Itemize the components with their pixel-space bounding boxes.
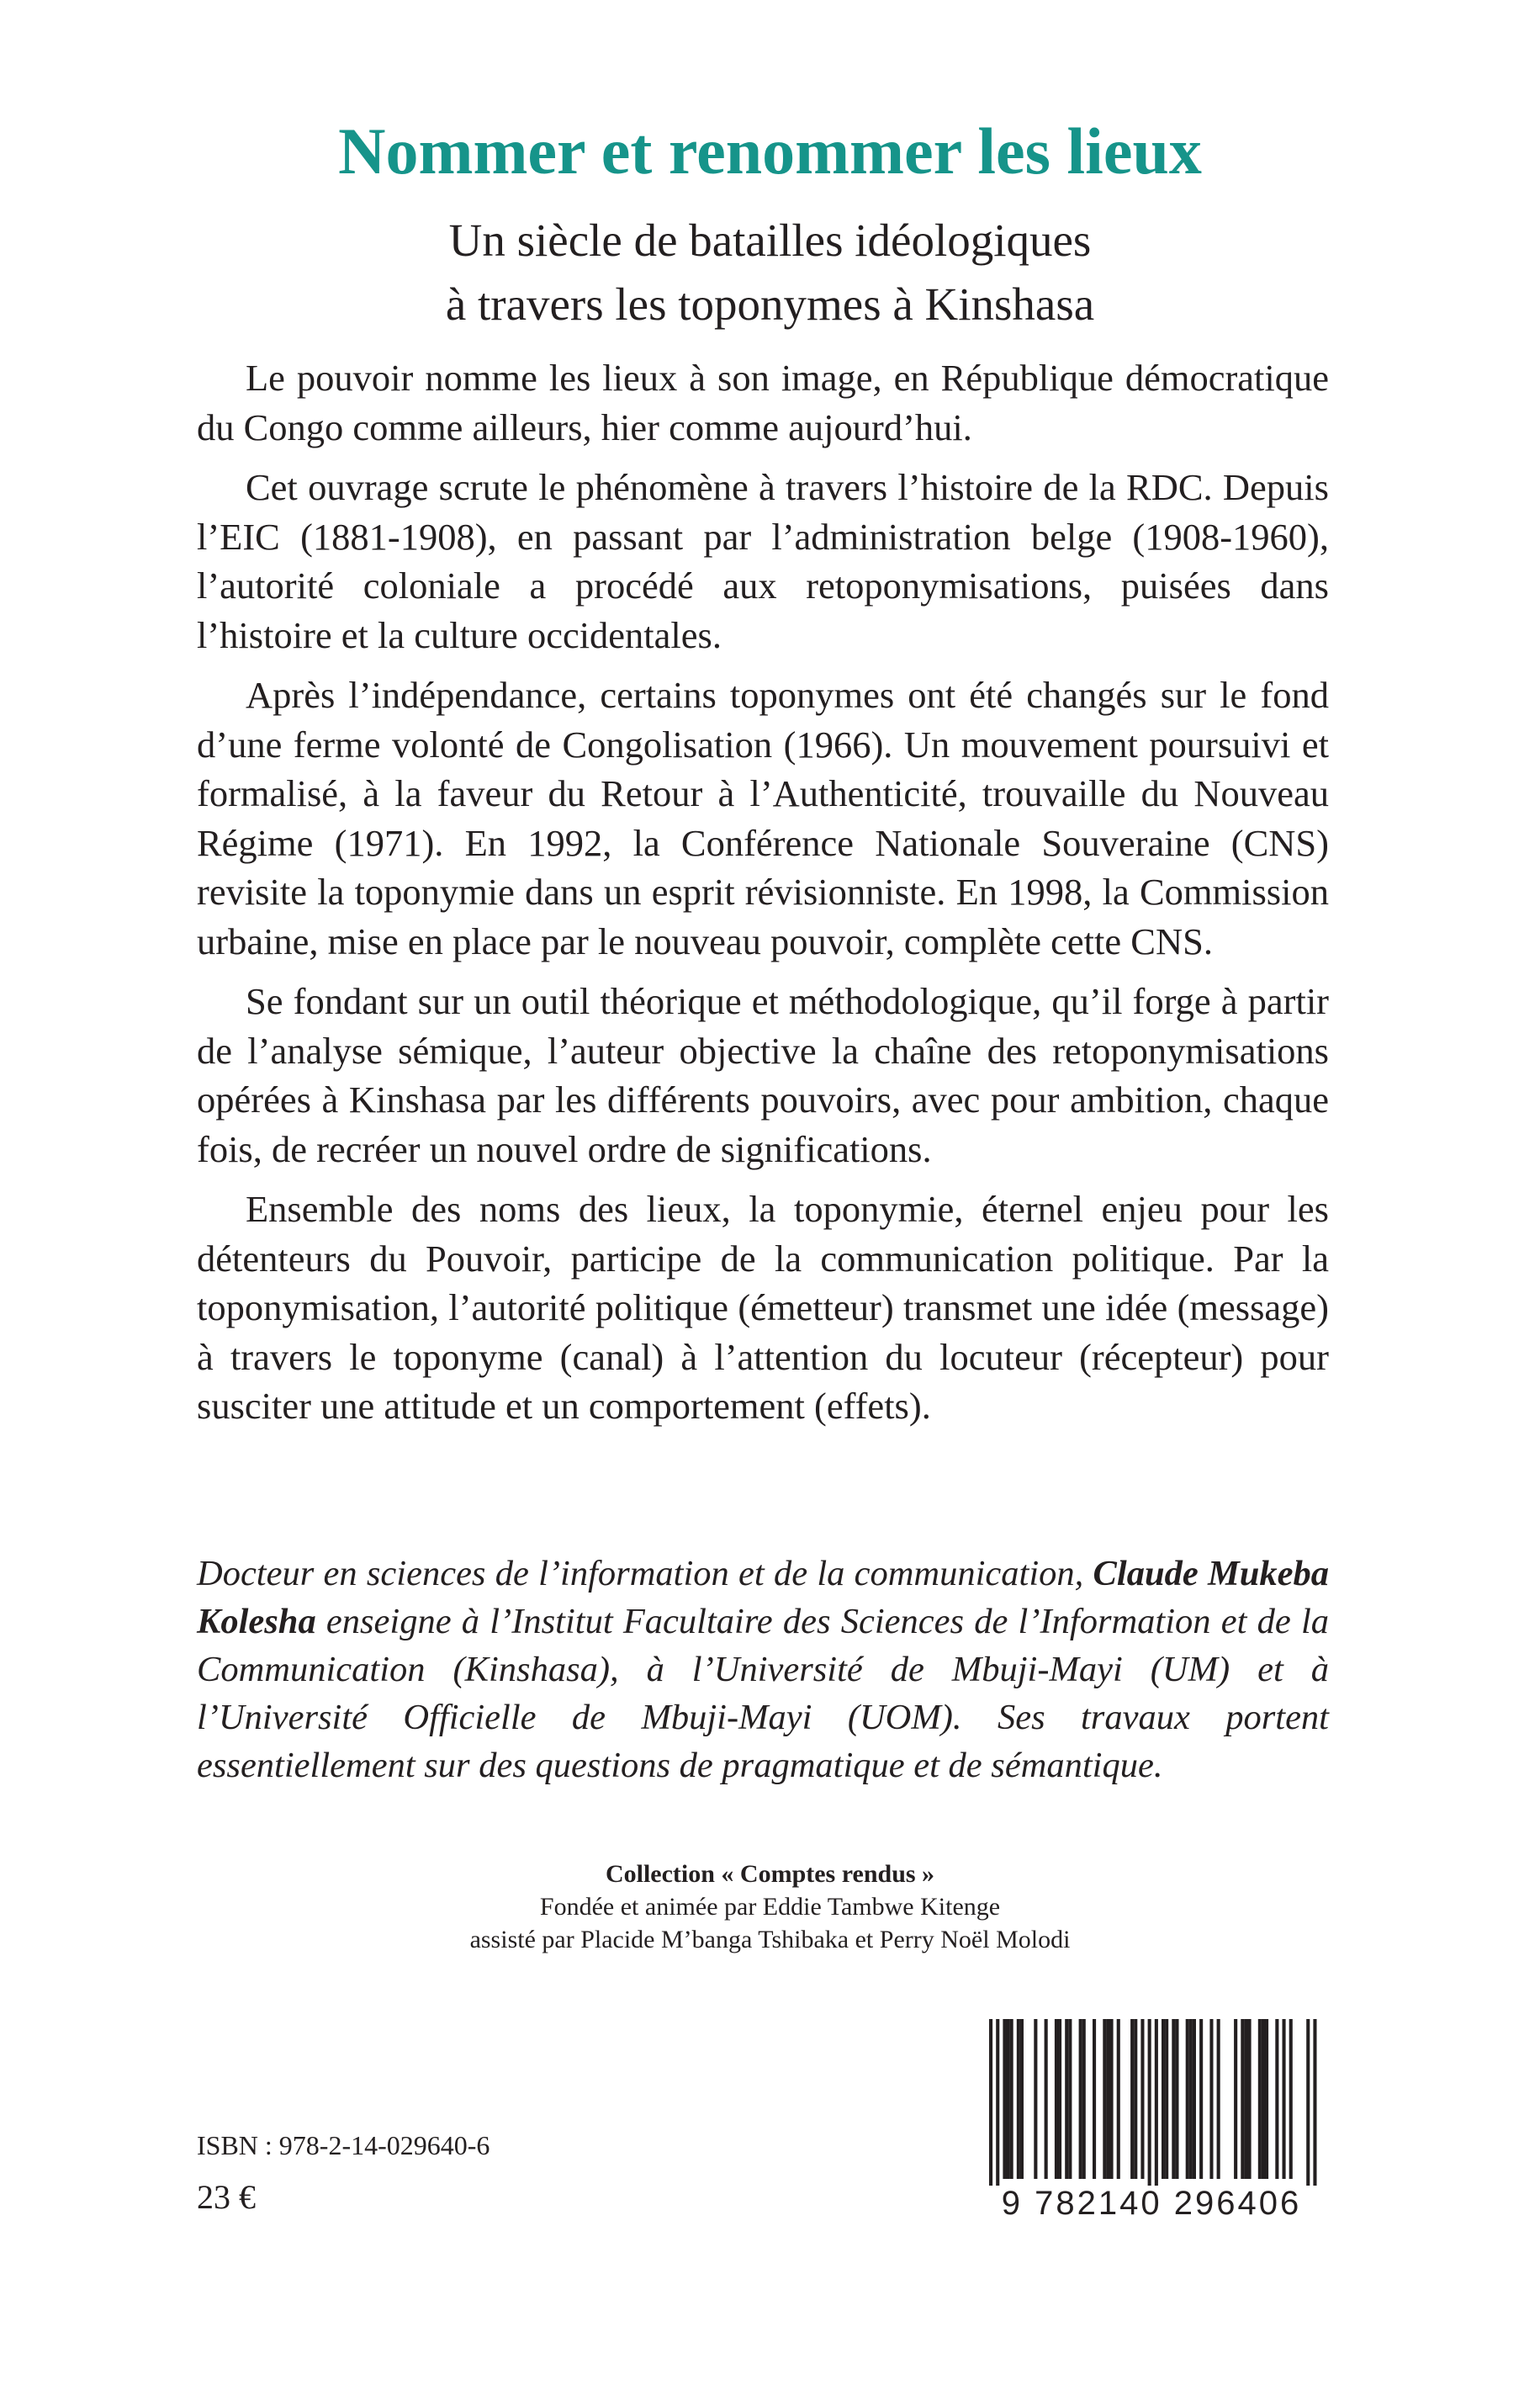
barcode-bar [1045, 2019, 1048, 2179]
barcode-bar [1262, 2019, 1265, 2179]
collection-info [0, 1858, 1540, 1956]
barcode-bar [1162, 2019, 1165, 2179]
barcode-bar [1007, 2019, 1010, 2179]
subtitle-line-2: à travers les toponymes à Kinshasa [445, 278, 1095, 330]
isbn: ISBN : 978-2-14-029640-6 [197, 2130, 490, 2160]
barcode-bar [1140, 2019, 1144, 2179]
barcode-bar [1248, 2019, 1252, 2179]
barcode-bar [1189, 2019, 1193, 2179]
barcode-bar [1065, 2019, 1068, 2179]
collection-assistants: assisté par Placide M’banga Tshibaka et Perry Noël Molodi [469, 1926, 1071, 1953]
barcode [974, 2019, 1329, 2221]
barcode-bar [1034, 2019, 1037, 2179]
barcode-bar [1275, 2019, 1278, 2179]
barcode-bar [1130, 2019, 1134, 2179]
barcode-bar [1148, 2019, 1151, 2186]
price: 23 € [197, 2178, 256, 2216]
barcode-bar [1283, 2019, 1286, 2179]
summary-paragraph: Ensemble des noms des lieux, la toponymie, éternel enjeu pour les détenteurs du Pouvoir, participe de la communication politique. Par la toponymisation, l’autorité politique (émetteur) transmet une idée (message) à travers le toponyme (canal) à l’attention du locuteur (récepteur) pour susciter une attitude et un comportement (effets). [197, 1188, 1329, 1427]
barcode-bar [1117, 2019, 1120, 2179]
barcode-bar [1110, 2019, 1114, 2179]
barcode-bar [1010, 2019, 1013, 2179]
barcode-bar [1241, 2019, 1244, 2179]
barcode-bar [1199, 2019, 1203, 2179]
barcode-bar [1244, 2019, 1247, 2179]
barcode-bar [1020, 2019, 1024, 2179]
collection-founder: Fondée et animée par Eddie Tambwe Kitenge [539, 1893, 1001, 1921]
summary-paragraph: Se fondant sur un outil théorique et méthodologique, qu’il forge à partir de l’analyse sémique, l’auteur objective la chaîne des retoponymisations opérées à Kinshasa par les différents pouvoirs, avec pour ambition, chaque fois, de recréer un nouvel ordre de significations. [197, 980, 1329, 1170]
summary-paragraph: Le pouvoir nomme les lieux à son image, en République démocratique du Congo comme ailleurs, hier comme aujourd’hui. [197, 357, 1329, 448]
bio-rest: enseigne à l’Institut Facultaire des Sciences de l’Information et de la Communication (Kinshasa), à l’Université de Mbuji-Mayi (UM) et à l’Université Officielle de Mbuji-Mayi (UOM). Ses travaux portent essentiellement sur des questions de pragmatique et de sémantique. [197, 1602, 1329, 1785]
barcode-bar [1017, 2019, 1020, 2179]
barcode-bar [1082, 2019, 1086, 2179]
author-bio [197, 1550, 1329, 1789]
barcode-bar [1186, 2019, 1189, 2179]
barcode-bar [1313, 2019, 1316, 2186]
book-subtitle [0, 209, 1540, 337]
barcode-bar [1217, 2019, 1220, 2179]
barcode-bar [1134, 2019, 1137, 2179]
barcode-bar [1103, 2019, 1106, 2179]
bio-intro: Docteur en sciences de l’information et de la communication, [197, 1554, 1093, 1593]
barcode-bar [1234, 2019, 1237, 2179]
barcode-bar [1289, 2019, 1293, 2179]
barcode-bar [1106, 2019, 1109, 2179]
barcode-digits: 9 782140 296406 [1001, 2185, 1302, 2221]
barcode-bar [1058, 2019, 1061, 2179]
summary-paragraph: Cet ouvrage scrute le phénomène à travers l’histoire de la RDC. Depuis l’EIC (1881-1908), en passant par l’administration belge (1908-1960), l’autorité coloniale a procédé aux retoponymisations, puisées dans l’histoire et la culture occidentales. [197, 466, 1329, 656]
summary-paragraph: Après l’indépendance, certains toponymes ont été changés sur le fond d’une ferme volonté de Congolisation (1966). Un mouvement poursuivi et formalisé, à la faveur du Retour à l’Authenticité, trouvaille du Nouveau Régime (1971). En 1992, la Conférence Nationale Souveraine (CNS) revisite la toponymie dans un esprit révisionniste. En 1998, la Commission urbaine, mise en place par le nouveau pouvoir, complète cette CNS. [197, 674, 1329, 962]
summary-text [197, 353, 1329, 1442]
barcode-bar [1093, 2019, 1096, 2179]
barcode-bar [1172, 2019, 1175, 2179]
barcode-bar [996, 2019, 999, 2186]
barcode-bar [1306, 2019, 1310, 2186]
barcode-bar [1068, 2019, 1072, 2179]
barcode-bar [1079, 2019, 1082, 2179]
barcode-bar [1193, 2019, 1196, 2179]
barcode-bar [1175, 2019, 1178, 2179]
barcode-bar [989, 2019, 992, 2186]
barcode-bar [1003, 2019, 1006, 2179]
barcode-bar [1265, 2019, 1268, 2179]
barcode-bar [1055, 2019, 1058, 2179]
barcode-bar [1155, 2019, 1158, 2186]
collection-title: Collection « Comptes rendus » [605, 1860, 935, 1888]
barcode-bar [1258, 2019, 1262, 2179]
barcode-bar [1165, 2019, 1168, 2179]
author-name: Claude Mukeba Kolesha [197, 1554, 1329, 1641]
book-title: Nommer et renommer les lieux [338, 114, 1202, 188]
barcode-bar [1209, 2019, 1213, 2179]
barcode-bars [989, 2019, 1317, 2186]
subtitle-line-1: Un siècle de batailles idéologiques [448, 215, 1092, 266]
